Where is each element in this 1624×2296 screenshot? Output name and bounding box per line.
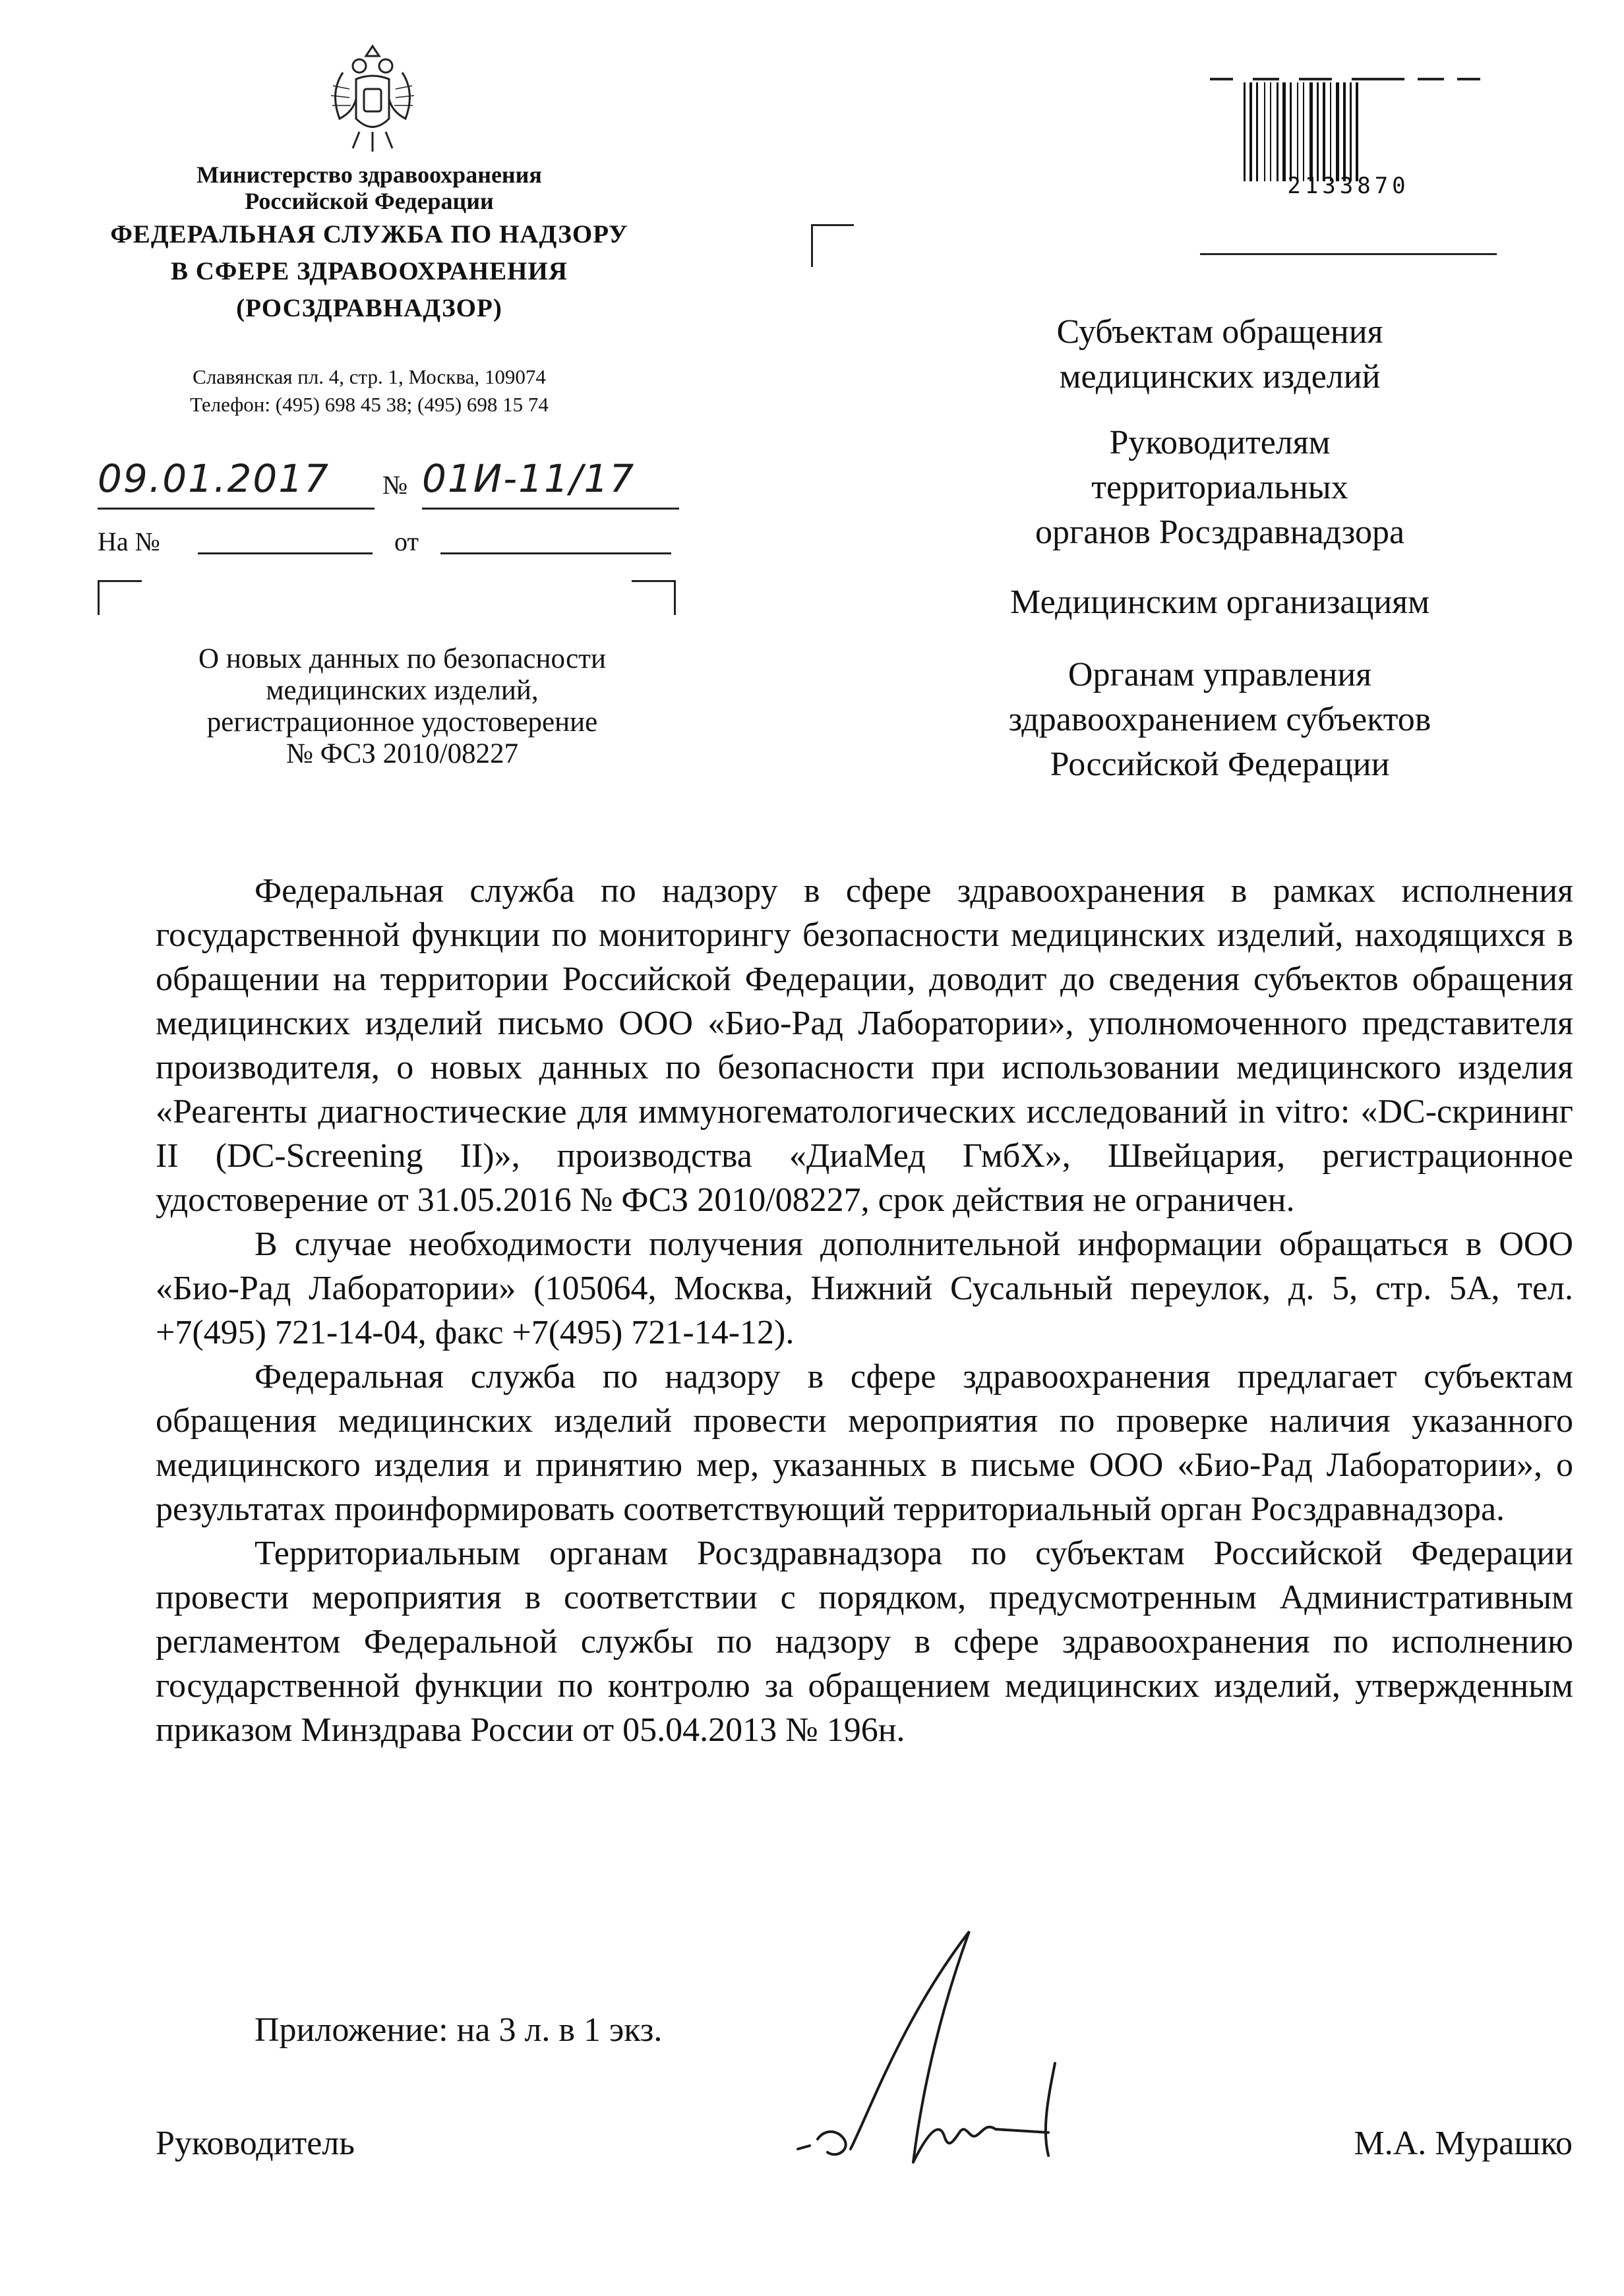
addressee-4-line1: Органам управления — [1068, 656, 1372, 693]
barcode-bar — [1244, 82, 1246, 181]
body-paragraph-2: В случае необходимости получения дополнительной информации обращаться в ООО «Био-Рад Лаборатории» (105064, Москва, Нижний Сусальный переулок, д. 5, стр. 5А, тел. +7(495) 721-14-04, факс +7(495) 721-14-12). — [156, 1225, 1573, 1351]
addressee-1-line2: медицинских изделий — [1059, 358, 1381, 396]
signature-icon — [771, 1912, 1114, 2189]
addressee-4-line2: здравоохранением субъектов — [1008, 701, 1431, 738]
addressee-3-line1: Медицинским организациям — [1010, 583, 1429, 621]
subject-line3: регистрационное удостоверение — [206, 707, 598, 738]
subject-bracket-left — [98, 580, 142, 615]
barcode-bar — [1256, 82, 1258, 181]
barcode-number: 2133870 — [1287, 173, 1410, 199]
barcode-bar — [1303, 82, 1304, 181]
barcode-bar — [1290, 82, 1292, 181]
barcode-bar — [1350, 82, 1352, 181]
body-paragraph-4: Территориальным органам Росздравнадзора по субъектам Российской Федерации провести мероприятия в соответствии с порядком, предусмотренным Административным регламентом Федеральной службы по надзору в сфере здравоохранения по исполнению государственной функции по контролю за обращением медицинских изделий, утвержденным приказом Минздрава России от 05.04.2013 № 196н. — [156, 1535, 1573, 1749]
barcode-bar — [1317, 82, 1319, 181]
addressee-4-line3: Российской Федерации — [1050, 746, 1390, 783]
addressee-2-line2: территориальных — [1091, 469, 1348, 506]
number-sign: № — [382, 470, 408, 500]
addressee-bracket-left — [811, 224, 854, 267]
barcode-header-marks — [1207, 74, 1484, 80]
signatory-title: Руководитель — [156, 2125, 355, 2162]
barcode-bar — [1336, 82, 1339, 181]
body-paragraph-3: Федеральная служба по надзору в сфере здравоохранения предлагает субъектам обращения медицинских изделий провести мероприятия по проверке наличия указанного медицинского изделия и принятию мер, указанных в письме ООО «Био-Рад Лаборатории», о результатах проинформировать соответствующий территориальный орган Росздравнадзора. — [156, 1358, 1573, 1528]
phone-text: Телефон: (495) 698 45 38; (495) 698 15 74 — [190, 393, 549, 416]
reply-from-label: от — [394, 527, 419, 556]
barcode-bar — [1356, 82, 1358, 181]
letter-body — [156, 869, 1573, 1752]
handwritten-date: 09.01.2017 — [98, 456, 330, 501]
addressee-2-line1: Руководителям — [1109, 424, 1331, 461]
barcode-bar — [1282, 82, 1286, 181]
barcode-icon — [1240, 82, 1457, 181]
ministry-name-line2: Российской Федерации — [245, 188, 494, 214]
addressee-2-line3: органов Росздравнадзора — [1035, 514, 1405, 551]
reply-date-field — [440, 521, 671, 554]
barcode-bar — [1330, 82, 1331, 181]
barcode-bar — [1309, 82, 1313, 181]
service-name-line2: В СФЕРЕ ЗДРАВООХРАНЕНИЯ — [170, 257, 568, 285]
coat-of-arms-icon — [323, 33, 422, 158]
service-name-line3: (РОСЗДРАВНАДЗОР) — [236, 294, 502, 322]
handwritten-number: 01И-11/17 — [422, 456, 636, 501]
attachment-note: Приложение: на 3 л. в 1 экз. — [255, 2011, 663, 2049]
barcode-header-icon — [1207, 76, 1484, 82]
subject-line2: медицинских изделий, — [266, 675, 539, 706]
reply-number-field — [198, 521, 373, 554]
barcode-bar — [1343, 82, 1346, 181]
barcode-bar — [1323, 82, 1325, 181]
barcode-bar — [1264, 82, 1265, 181]
barcode-bar — [1277, 82, 1278, 181]
date-field — [98, 456, 375, 510]
barcode-bar — [1249, 82, 1252, 181]
subject-line4: № ФСЗ 2010/08227 — [286, 738, 519, 769]
ministry-name-line1: Министерство здравоохранения — [196, 162, 542, 188]
subject-bracket-right — [632, 580, 676, 615]
barcode-bar — [1270, 82, 1271, 181]
reply-number-label: На № — [98, 527, 160, 556]
addressee-1-line1: Субъектам обращения — [1056, 313, 1383, 351]
number-field — [422, 456, 679, 510]
body-paragraph-1: Федеральная служба по надзору в сфере здравоохранения в рамках исполнения государственной функции по мониторингу безопасности медицинских изделий, находящихся в обращении на территории Российской Федерации, доводит до сведения субъектов обращения медицинских изделий письмо ООО «Био-Рад Лаборатории», уполномоченного представителя производителя, о новых данных по безопасности при использовании медицинского изделия «Реагенты диагностические для иммуногематологических исследований in vitro: «DC-скрининг II (DC-Screening II)», производства «ДиаМед ГмбХ», Швейцария, регистрационное удостоверение от 31.05.2016 № ФСЗ 2010/08227, срок действия не ограничен. — [156, 872, 1573, 1219]
signatory-name: М.А. Мурашко — [1354, 2125, 1573, 2162]
barcode-underline — [1200, 250, 1497, 255]
subject-line1: О новых данных по безопасности — [198, 643, 606, 674]
barcode-bar — [1297, 82, 1298, 181]
address-text: Славянская пл. 4, стр. 1, Москва, 109074 — [193, 365, 546, 388]
service-name-line1: ФЕДЕРАЛЬНАЯ СЛУЖБА ПО НАДЗОРУ — [110, 220, 628, 249]
